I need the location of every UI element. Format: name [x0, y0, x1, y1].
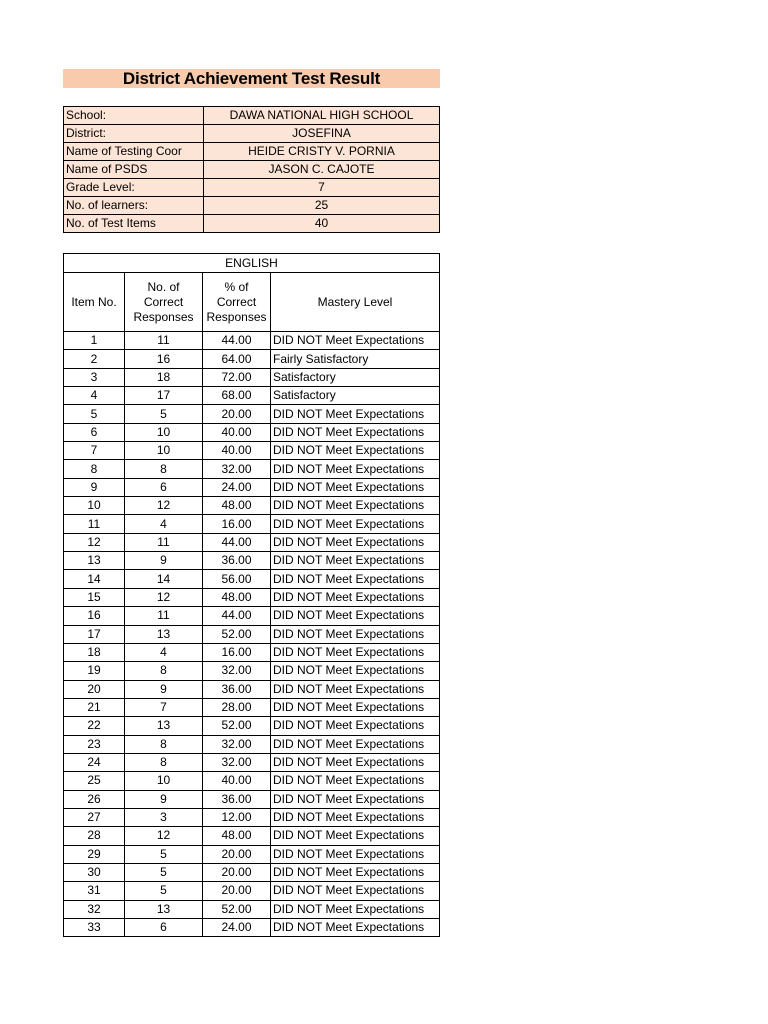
correct-count-cell: 14 — [125, 570, 203, 588]
table-row — [64, 808, 440, 826]
percent-correct-cell: 44.00 — [203, 332, 271, 350]
table-row — [64, 533, 440, 551]
correct-count-cell: 9 — [125, 790, 203, 808]
mastery-level-cell: Fairly Satisfactory — [271, 350, 440, 368]
header-correct-line2: Correct — [143, 294, 184, 309]
table-row — [64, 332, 440, 350]
item-number-cell: 27 — [64, 808, 125, 826]
info-label: School: — [64, 107, 204, 125]
mastery-level-cell: DID NOT Meet Expectations — [271, 405, 440, 423]
mastery-level-cell: DID NOT Meet Expectations — [271, 698, 440, 716]
info-value: 40 — [204, 215, 440, 233]
mastery-level-cell: DID NOT Meet Expectations — [271, 332, 440, 350]
mastery-level-cell: DID NOT Meet Expectations — [271, 552, 440, 570]
table-row — [64, 625, 440, 643]
info-label: No. of learners: — [64, 197, 204, 215]
item-number-cell: 19 — [64, 662, 125, 680]
mastery-level-cell: DID NOT Meet Expectations — [271, 533, 440, 551]
table-row — [64, 368, 440, 386]
column-header-row — [64, 273, 440, 332]
correct-count-cell: 8 — [125, 662, 203, 680]
info-label: No. of Test Items — [64, 215, 204, 233]
correct-count-cell: 3 — [125, 808, 203, 826]
table-row — [64, 387, 440, 405]
percent-correct-cell: 68.00 — [203, 387, 271, 405]
info-value: JASON C. CAJOTE — [204, 161, 440, 179]
header-pct-line3: Responses — [206, 309, 267, 324]
item-number-cell: 25 — [64, 772, 125, 790]
header-correct-responses — [125, 273, 203, 332]
item-number-cell: 26 — [64, 790, 125, 808]
info-value: JOSEFINA — [204, 125, 440, 143]
table-row — [64, 442, 440, 460]
percent-correct-cell: 36.00 — [203, 680, 271, 698]
correct-count-cell: 8 — [125, 753, 203, 771]
mastery-level-cell: DID NOT Meet Expectations — [271, 643, 440, 661]
correct-count-cell: 7 — [125, 698, 203, 716]
percent-correct-cell: 44.00 — [203, 607, 271, 625]
correct-count-cell: 10 — [125, 423, 203, 441]
table-row — [64, 588, 440, 606]
table-row — [64, 827, 440, 845]
subject-title: ENGLISH — [64, 254, 440, 273]
table-row — [64, 790, 440, 808]
table-row — [64, 717, 440, 735]
table-row — [64, 900, 440, 918]
correct-count-cell: 13 — [125, 625, 203, 643]
info-value: DAWA NATIONAL HIGH SCHOOL — [204, 107, 440, 125]
table-row — [64, 882, 440, 900]
percent-correct-cell: 12.00 — [203, 808, 271, 826]
percent-correct-cell: 24.00 — [203, 919, 271, 937]
mastery-level-cell: Satisfactory — [271, 368, 440, 386]
mastery-level-cell: DID NOT Meet Expectations — [271, 478, 440, 496]
item-number-cell: 17 — [64, 625, 125, 643]
header-pct-line2: Correct — [216, 294, 257, 309]
mastery-level-cell: DID NOT Meet Expectations — [271, 680, 440, 698]
item-number-cell: 3 — [64, 368, 125, 386]
table-row — [64, 698, 440, 716]
percent-correct-cell: 36.00 — [203, 790, 271, 808]
info-label: Grade Level: — [64, 179, 204, 197]
mastery-level-cell: DID NOT Meet Expectations — [271, 900, 440, 918]
correct-count-cell: 16 — [125, 350, 203, 368]
item-number-cell: 9 — [64, 478, 125, 496]
percent-correct-cell: 32.00 — [203, 735, 271, 753]
table-row — [64, 643, 440, 661]
item-number-cell: 23 — [64, 735, 125, 753]
item-number-cell: 21 — [64, 698, 125, 716]
correct-count-cell: 4 — [125, 643, 203, 661]
item-number-cell: 13 — [64, 552, 125, 570]
correct-count-cell: 8 — [125, 735, 203, 753]
info-label: District: — [64, 125, 204, 143]
mastery-level-cell: DID NOT Meet Expectations — [271, 588, 440, 606]
table-row — [64, 845, 440, 863]
header-item-no: Item No. — [64, 273, 125, 332]
correct-count-cell: 4 — [125, 515, 203, 533]
item-number-cell: 7 — [64, 442, 125, 460]
correct-count-cell: 11 — [125, 533, 203, 551]
correct-count-cell: 13 — [125, 900, 203, 918]
info-row — [64, 179, 440, 197]
mastery-level-cell: DID NOT Meet Expectations — [271, 442, 440, 460]
table-row — [64, 772, 440, 790]
table-row — [64, 607, 440, 625]
mastery-level-cell: DID NOT Meet Expectations — [271, 753, 440, 771]
item-number-cell: 10 — [64, 497, 125, 515]
subject-header-row — [64, 254, 440, 273]
percent-correct-cell: 48.00 — [203, 827, 271, 845]
mastery-level-cell: DID NOT Meet Expectations — [271, 662, 440, 680]
percent-correct-cell: 20.00 — [203, 863, 271, 881]
correct-count-cell: 12 — [125, 827, 203, 845]
info-row — [64, 107, 440, 125]
info-row — [64, 143, 440, 161]
mastery-level-cell: DID NOT Meet Expectations — [271, 497, 440, 515]
correct-count-cell: 5 — [125, 405, 203, 423]
mastery-level-cell: DID NOT Meet Expectations — [271, 790, 440, 808]
info-row — [64, 215, 440, 233]
table-row — [64, 753, 440, 771]
mastery-level-cell: DID NOT Meet Expectations — [271, 772, 440, 790]
info-row — [64, 197, 440, 215]
mastery-level-cell: DID NOT Meet Expectations — [271, 919, 440, 937]
table-row — [64, 350, 440, 368]
item-number-cell: 33 — [64, 919, 125, 937]
item-number-cell: 16 — [64, 607, 125, 625]
correct-count-cell: 10 — [125, 442, 203, 460]
mastery-level-cell: DID NOT Meet Expectations — [271, 827, 440, 845]
mastery-level-cell: DID NOT Meet Expectations — [271, 515, 440, 533]
correct-count-cell: 6 — [125, 478, 203, 496]
mastery-level-cell: DID NOT Meet Expectations — [271, 423, 440, 441]
item-number-cell: 20 — [64, 680, 125, 698]
correct-count-cell: 11 — [125, 607, 203, 625]
percent-correct-cell: 56.00 — [203, 570, 271, 588]
item-number-cell: 22 — [64, 717, 125, 735]
item-number-cell: 8 — [64, 460, 125, 478]
table-row — [64, 515, 440, 533]
table-row — [64, 662, 440, 680]
correct-count-cell: 9 — [125, 552, 203, 570]
table-row — [64, 735, 440, 753]
info-value: HEIDE CRISTY V. PORNIA — [204, 143, 440, 161]
mastery-level-cell: DID NOT Meet Expectations — [271, 717, 440, 735]
mastery-level-cell: DID NOT Meet Expectations — [271, 460, 440, 478]
mastery-level-cell: DID NOT Meet Expectations — [271, 570, 440, 588]
item-number-cell: 4 — [64, 387, 125, 405]
item-number-cell: 1 — [64, 332, 125, 350]
mastery-level-cell: DID NOT Meet Expectations — [271, 735, 440, 753]
info-row — [64, 161, 440, 179]
mastery-level-cell: DID NOT Meet Expectations — [271, 863, 440, 881]
correct-count-cell: 13 — [125, 717, 203, 735]
info-label: Name of Testing Coor — [64, 143, 204, 161]
item-number-cell: 30 — [64, 863, 125, 881]
correct-count-cell: 18 — [125, 368, 203, 386]
table-row — [64, 570, 440, 588]
info-row — [64, 125, 440, 143]
page-title: District Achievement Test Result — [63, 69, 440, 88]
item-number-cell: 31 — [64, 882, 125, 900]
table-row — [64, 919, 440, 937]
correct-count-cell: 5 — [125, 845, 203, 863]
percent-correct-cell: 44.00 — [203, 533, 271, 551]
item-number-cell: 28 — [64, 827, 125, 845]
item-number-cell: 12 — [64, 533, 125, 551]
results-table — [63, 253, 440, 937]
correct-count-cell: 10 — [125, 772, 203, 790]
correct-count-cell: 6 — [125, 919, 203, 937]
item-number-cell: 15 — [64, 588, 125, 606]
header-pct-line1: % of — [224, 279, 249, 294]
table-row — [64, 680, 440, 698]
correct-count-cell: 12 — [125, 497, 203, 515]
percent-correct-cell: 32.00 — [203, 662, 271, 680]
correct-count-cell: 5 — [125, 882, 203, 900]
mastery-level-cell: DID NOT Meet Expectations — [271, 808, 440, 826]
percent-correct-cell: 48.00 — [203, 497, 271, 515]
percent-correct-cell: 64.00 — [203, 350, 271, 368]
percent-correct-cell: 40.00 — [203, 442, 271, 460]
correct-count-cell: 8 — [125, 460, 203, 478]
item-number-cell: 2 — [64, 350, 125, 368]
header-correct-line1: No. of — [147, 279, 180, 294]
percent-correct-cell: 32.00 — [203, 460, 271, 478]
mastery-level-cell: DID NOT Meet Expectations — [271, 882, 440, 900]
mastery-level-cell: DID NOT Meet Expectations — [271, 625, 440, 643]
percent-correct-cell: 28.00 — [203, 698, 271, 716]
percent-correct-cell: 52.00 — [203, 717, 271, 735]
mastery-level-cell: DID NOT Meet Expectations — [271, 607, 440, 625]
table-row — [64, 405, 440, 423]
info-label: Name of PSDS — [64, 161, 204, 179]
percent-correct-cell: 52.00 — [203, 625, 271, 643]
table-row — [64, 863, 440, 881]
item-number-cell: 18 — [64, 643, 125, 661]
header-percent-correct — [203, 273, 271, 332]
item-number-cell: 24 — [64, 753, 125, 771]
item-number-cell: 11 — [64, 515, 125, 533]
percent-correct-cell: 16.00 — [203, 643, 271, 661]
percent-correct-cell: 48.00 — [203, 588, 271, 606]
item-number-cell: 32 — [64, 900, 125, 918]
correct-count-cell: 17 — [125, 387, 203, 405]
percent-correct-cell: 16.00 — [203, 515, 271, 533]
table-row — [64, 552, 440, 570]
percent-correct-cell: 36.00 — [203, 552, 271, 570]
percent-correct-cell: 52.00 — [203, 900, 271, 918]
percent-correct-cell: 20.00 — [203, 845, 271, 863]
item-number-cell: 6 — [64, 423, 125, 441]
table-row — [64, 423, 440, 441]
correct-count-cell: 9 — [125, 680, 203, 698]
item-number-cell: 14 — [64, 570, 125, 588]
info-value: 7 — [204, 179, 440, 197]
header-mastery-level: Mastery Level — [271, 273, 440, 332]
percent-correct-cell: 20.00 — [203, 882, 271, 900]
mastery-level-cell: Satisfactory — [271, 387, 440, 405]
percent-correct-cell: 32.00 — [203, 753, 271, 771]
mastery-level-cell: DID NOT Meet Expectations — [271, 845, 440, 863]
header-correct-line3: Responses — [133, 309, 194, 324]
percent-correct-cell: 40.00 — [203, 423, 271, 441]
correct-count-cell: 12 — [125, 588, 203, 606]
percent-correct-cell: 24.00 — [203, 478, 271, 496]
info-value: 25 — [204, 197, 440, 215]
item-number-cell: 5 — [64, 405, 125, 423]
table-row — [64, 460, 440, 478]
percent-correct-cell: 72.00 — [203, 368, 271, 386]
correct-count-cell: 11 — [125, 332, 203, 350]
table-row — [64, 497, 440, 515]
percent-correct-cell: 40.00 — [203, 772, 271, 790]
percent-correct-cell: 20.00 — [203, 405, 271, 423]
table-row — [64, 478, 440, 496]
correct-count-cell: 5 — [125, 863, 203, 881]
item-number-cell: 29 — [64, 845, 125, 863]
school-info-table — [63, 106, 440, 233]
